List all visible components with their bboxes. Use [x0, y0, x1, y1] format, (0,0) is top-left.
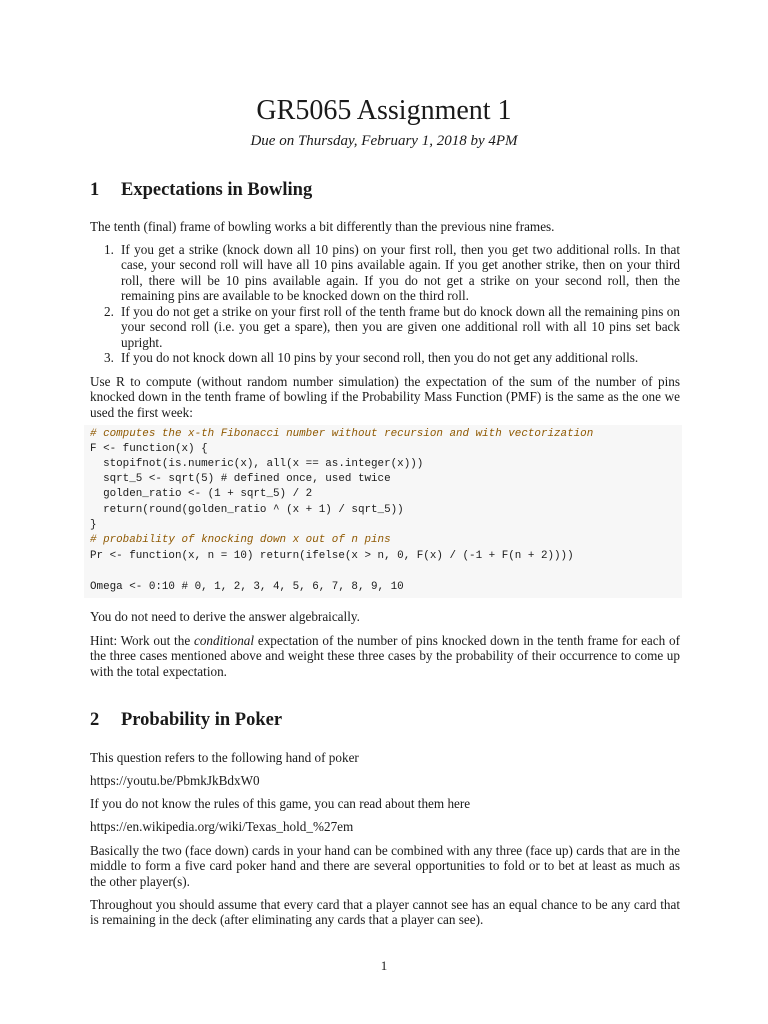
list-item: [104, 242, 680, 303]
hint-paragraph: [90, 633, 680, 679]
list-number: 3.: [104, 350, 114, 365]
list-number: 1.: [104, 242, 114, 257]
code-line: golden_ratio <- (1 + sqrt_5) / 2: [90, 488, 313, 500]
list-number: 2.: [104, 304, 114, 319]
rules-paragraph: If you do not know the rules of this game, you can read about them here: [90, 796, 471, 811]
hint-suffix: expectation of the number of pins knocked down in the tenth frame for each of the three cases mentioned above and weight these three cases by the probability of their occurrence to come up with the total expectation.: [90, 633, 680, 679]
code-line: sqrt_5 <- sqrt(5) # defined once, used twice: [90, 473, 391, 485]
list-item: [104, 304, 680, 350]
assumption-paragraph: Throughout you should assume that every card that a player cannot see has an equal chance to be any card that is remaining in the deck (after eliminating any cards that a player can see).: [90, 897, 680, 928]
code-line: }: [90, 519, 97, 531]
code-line: stopifnot(is.numeric(x), all(x == as.integer(x))): [90, 458, 424, 470]
code-line: return(round(golden_ratio ^ (x + 1) / sqrt_5)): [90, 504, 404, 516]
code-block: [84, 425, 682, 598]
section-title: Expectations in Bowling: [121, 180, 313, 200]
list-item: [104, 350, 680, 365]
code-line: Pr <- function(x, n = 10) return(ifelse(x > n, 0, F(x) / (-1 + F(n + 2)))): [90, 550, 574, 562]
list-text: If you do not get a strike on your first roll of the tenth frame but do knock down all the remaining pins on your second roll (i.e. you get a spare), then you are given one additional roll with all 10 pins set back upright.: [121, 304, 680, 350]
code-line: F <- function(x) {: [90, 443, 208, 455]
section-2-heading: [90, 708, 282, 732]
list-text: If you do not knock down all 10 pins by your second roll, then you do not get any additional rolls.: [121, 350, 639, 365]
hint-prefix: Hint: Work out the: [90, 633, 194, 648]
poker-paragraph: This question refers to the following hand of poker: [90, 750, 359, 765]
note-paragraph: You do not need to derive the answer algebraically.: [90, 609, 360, 624]
code-line: Omega <- 0:10 # 0, 1, 2, 3, 4, 5, 6, 7, 8, 9, 10: [90, 581, 404, 593]
section-title: Probability in Poker: [121, 710, 283, 730]
wikipedia-link[interactable]: https://en.wikipedia.org/wiki/Texas_hold_%27em: [90, 819, 354, 834]
section-number: 2: [90, 710, 100, 730]
list-text: If you get a strike (knock down all 10 pins) on your first roll, then you get two additional rolls. In that case, your second roll will have all 10 pins available again. If you get another strike, then on your third roll, there will be 10 pins available again. If you do not get a strike on your second roll, then the remaining pins are available to be knocked down on the third roll.: [121, 242, 680, 303]
code-comment: # computes the x-th Fibonacci number without recursion and with vectorization: [90, 428, 594, 440]
document-title: GR5065 Assignment 1: [256, 95, 512, 126]
due-date: Due on Thursday, February 1, 2018 by 4PM: [250, 133, 518, 149]
task-paragraph: Use R to compute (without random number simulation) the expectation of the sum of the number of pins knocked down in the tenth frame of bowling if the Probability Mass Function (PMF) is the same as the one we used the first week:: [90, 374, 680, 420]
video-link[interactable]: https://youtu.be/PbmkJkBdxW0: [90, 773, 260, 788]
cards-paragraph: Basically the two (face down) cards in your hand can be combined with any three (face up) cards that are in the middle to form a five card poker hand and there are several opportunities to fold or to bet at least as much as the other player(s).: [90, 843, 680, 889]
page-number: 1: [380, 958, 388, 973]
hint-emphasis: conditional: [193, 633, 255, 648]
code-comment: # probability of knocking down x out of n pins: [90, 534, 391, 546]
section-1-intro: The tenth (final) frame of bowling works a bit differently than the previous nine frames.: [90, 219, 555, 234]
section-number: 1: [90, 180, 100, 200]
section-1-heading: [90, 178, 312, 202]
